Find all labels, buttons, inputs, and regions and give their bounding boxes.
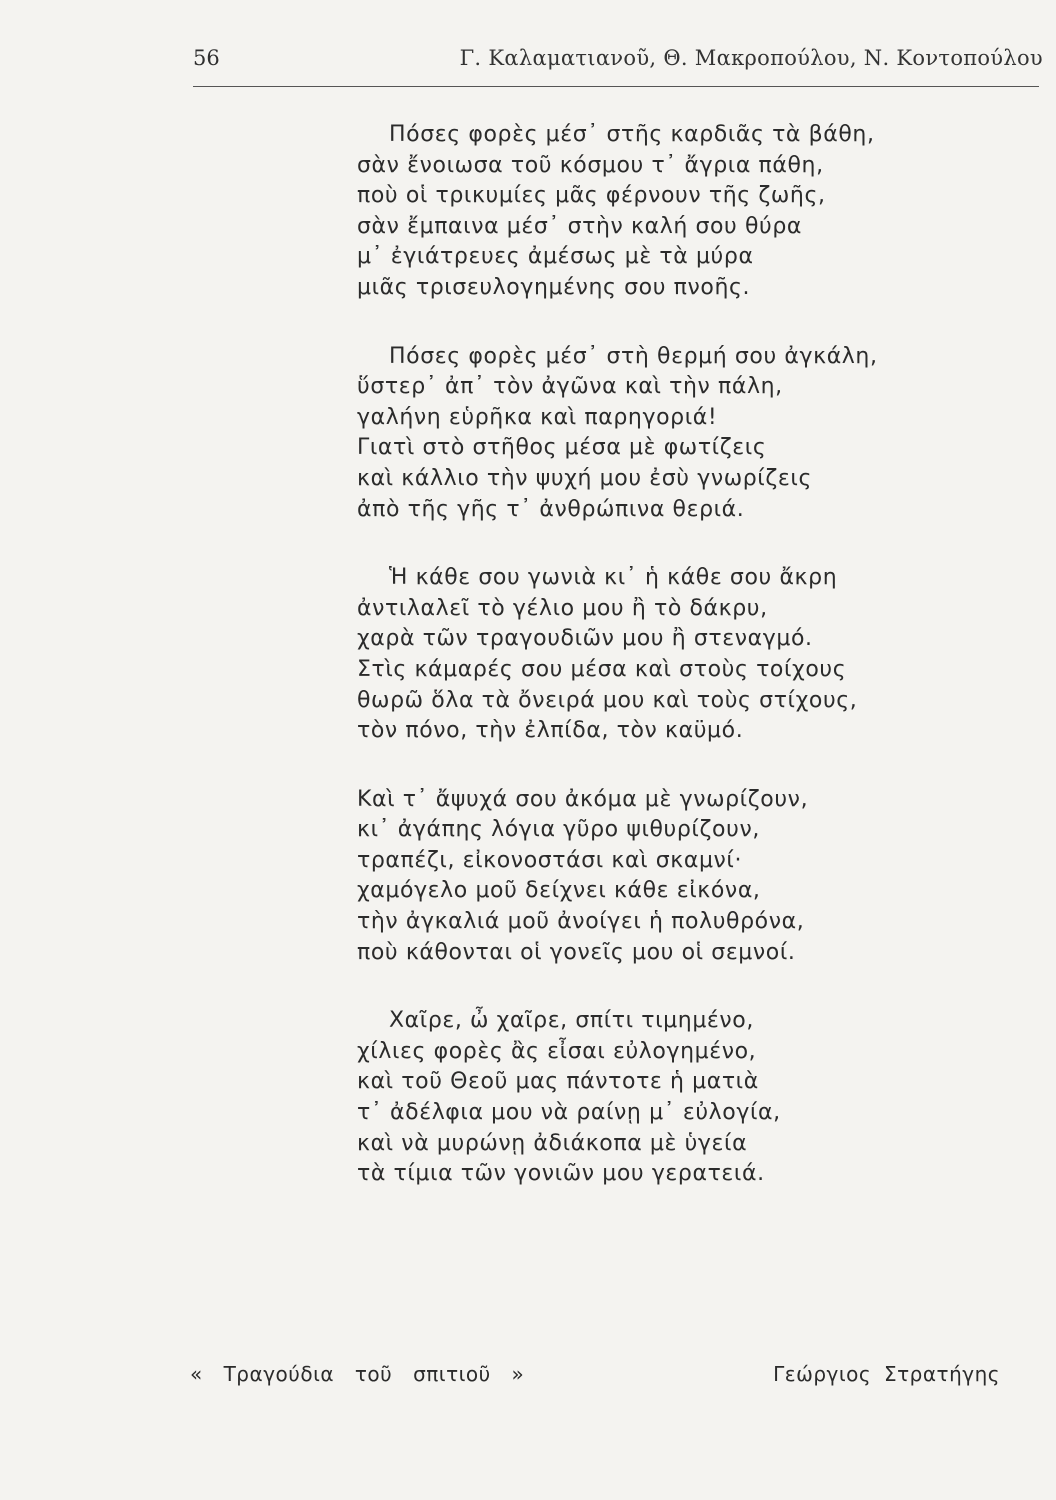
poem-line: καὶ νὰ μυρώνῃ ἀδιάκοπα μὲ ὑγεία	[357, 1130, 748, 1156]
poem-line: ὕστερ᾽ ἀπ᾽ τὸν ἀγῶνα καὶ τὴν πάλη,	[357, 374, 783, 400]
poem	[357, 120, 917, 1228]
poem-line: τραπέζι, εἰκονοστάσι καὶ σκαμνί·	[357, 847, 743, 873]
page-number: 56	[193, 46, 220, 70]
poem-line: κι᾽ ἀγάπης λόγια γῦρο ψιθυρίζουν,	[357, 817, 760, 843]
poem-line: σὰν ἔνοιωσα τοῦ κόσμου τ᾽ ἄγρια πάθη,	[357, 152, 824, 178]
poem-line: γαλήνη εὑρῆκα καὶ παρηγοριά!	[357, 404, 718, 430]
poem-line: σὰν ἔμπαινα μέσ᾽ στὴν καλή σου θύρα	[357, 213, 803, 239]
header-rule	[193, 86, 1039, 87]
poem-line: χίλιες φορὲς ἂς εἶσαι εὐλογημένο,	[357, 1038, 757, 1064]
stanza-3	[357, 563, 917, 747]
poem-line: Γιατὶ στὸ στῆθος μέσα μὲ φωτίζεις	[357, 435, 767, 461]
poem-line: Πόσες φορὲς μέσ᾽ στὴ θερμή σου ἀγκάλη,	[389, 343, 878, 369]
page-header	[193, 44, 1043, 84]
poem-line: θωρῶ ὅλα τὰ ὄνειρά μου καὶ τοὺς στίχους,	[357, 687, 858, 713]
page-footer	[190, 1362, 1000, 1392]
poem-line: ποὺ οἱ τρικυμίες μᾶς φέρνουν τῆς ζωῆς,	[357, 183, 826, 209]
poem-line: καὶ κάλλιο τὴν ψυχή μου ἐσὺ γνωρίζεις	[357, 465, 812, 491]
stanza-2	[357, 342, 917, 526]
poem-line: τὸν πόνο, τὴν ἐλπίδα, τὸν καϋμό.	[357, 718, 744, 744]
poem-line: μ᾽ ἐγιάτρευες ἀμέσως μὲ τὰ μύρα	[357, 244, 754, 270]
source-citation: « Τραγούδια τοῦ σπιτιοῦ »	[190, 1362, 525, 1386]
poem-line: ἀπὸ τῆς γῆς τ᾽ ἀνθρώπινα θεριά.	[357, 496, 745, 522]
poem-line: ποὺ κάθονται οἱ γονεῖς μου οἱ σεμνοί.	[357, 939, 796, 965]
poem-line: Πόσες φορὲς μέσ᾽ στῆς καρδιᾶς τὰ βάθη,	[389, 122, 875, 147]
poem-line: καὶ τοῦ Θεοῦ μας πάντοτε ἡ ματιὰ	[357, 1069, 759, 1095]
poem-line: Στὶς κάμαρές σου μέσα καὶ στοὺς τοίχους	[357, 656, 847, 682]
poem-line: Χαῖρε, ὦ χαῖρε, σπίτι τιμημένο,	[389, 1008, 754, 1034]
poem-line: χαρὰ τῶν τραγουδιῶν μου ἢ στεναγμό.	[357, 626, 813, 652]
stanza-4	[357, 785, 917, 969]
poem-line: τὰ τίμια τῶν γονιῶν μου γερατειά.	[357, 1161, 765, 1187]
poem-line: μιᾶς τρισευλογημένης σου πνοῆς.	[357, 274, 751, 300]
poem-line: Καὶ τ᾽ ἄψυχά σου ἀκόμα μὲ γνωρίζουν,	[357, 786, 809, 812]
poem-line: τ᾽ ἀδέλφια μου νὰ ραίνῃ μ᾽ εὐλογία,	[357, 1100, 781, 1126]
poem-line: ἀντιλαλεῖ τὸ γέλιο μου ἢ τὸ δάκρυ,	[357, 595, 768, 621]
stanza-5	[357, 1006, 917, 1190]
stanza-1	[357, 120, 917, 304]
poem-line: Ἡ κάθε σου γωνιὰ κι᾽ ἡ κάθε σου ἄκρη	[389, 565, 838, 591]
poem-line: χαμόγελο μοῦ δείχνει κάθε εἰκόνα,	[357, 878, 761, 904]
author-name: Γεώργιος Στρατήγης	[773, 1362, 1000, 1386]
poem-line: τὴν ἀγκαλιά μοῦ ἀνοίγει ἡ πολυθρόνα,	[357, 909, 805, 935]
running-head: Γ. Καλαματιανοῦ, Θ. Μακροπούλου, Ν. Κοντοπούλου	[459, 46, 1043, 70]
